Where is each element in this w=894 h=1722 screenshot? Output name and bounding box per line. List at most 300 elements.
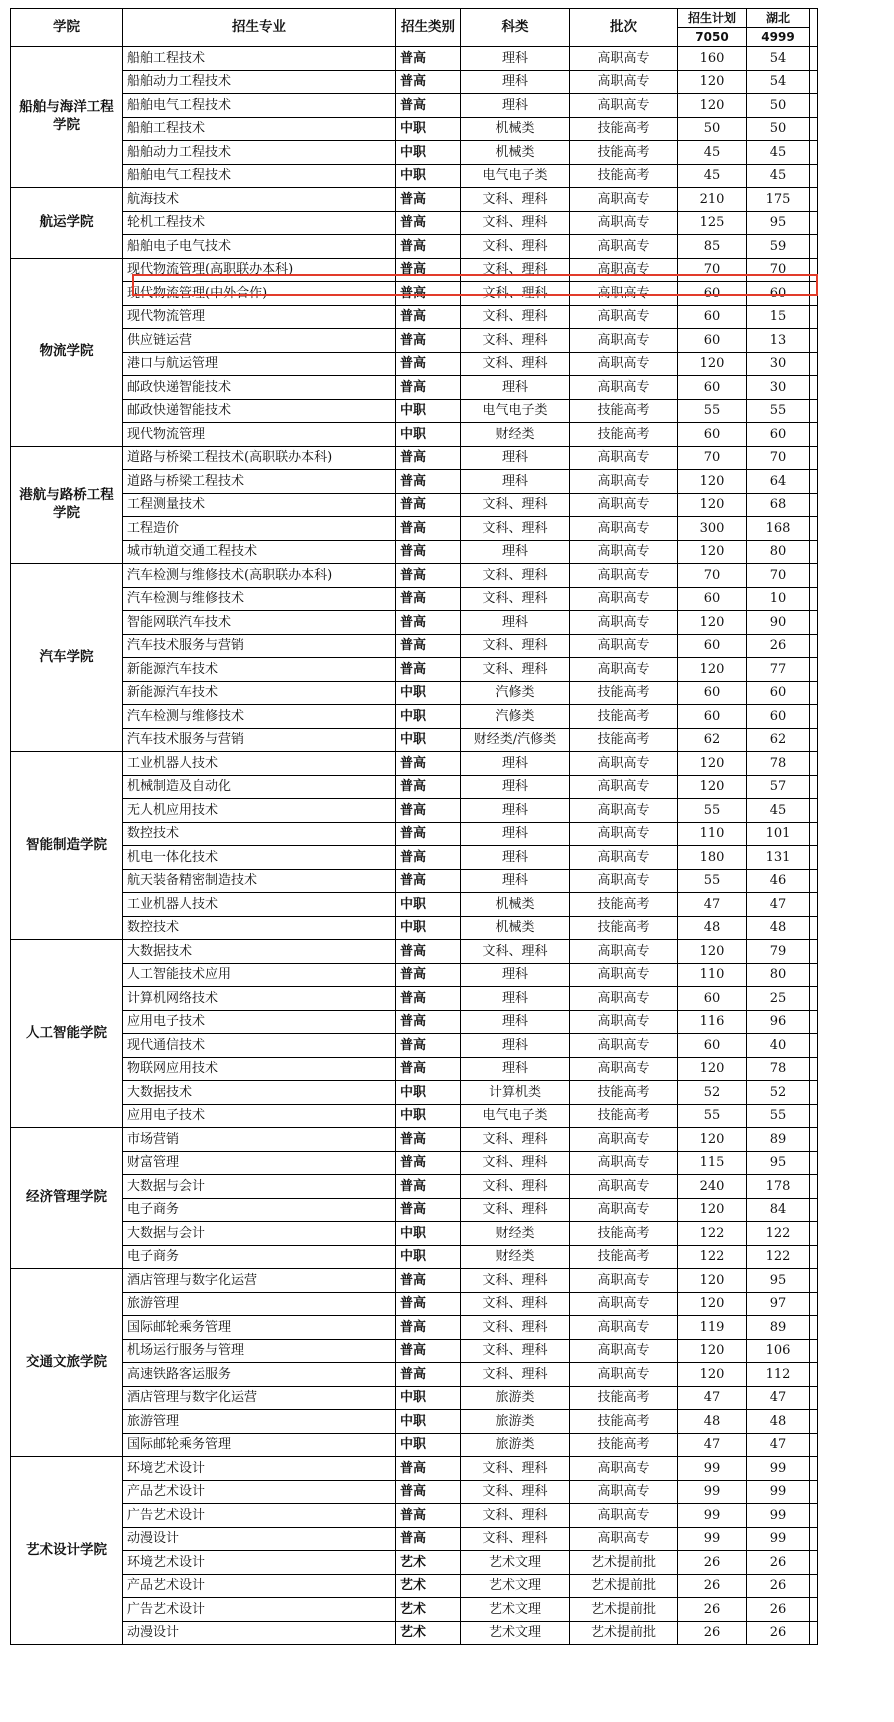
batch-cell: 高职高专 <box>570 305 678 329</box>
header-row-1 <box>11 9 818 28</box>
batch-cell: 技能高考 <box>570 705 678 729</box>
table-row <box>11 1151 818 1175</box>
row-edge-cell <box>810 164 818 188</box>
row-edge-cell <box>810 399 818 423</box>
batch-cell: 高职高专 <box>570 258 678 282</box>
category-cell: 普高 <box>396 822 461 846</box>
table-row <box>11 1410 818 1434</box>
table-row <box>11 188 818 212</box>
table-row <box>11 164 818 188</box>
major-cell: 汽车检测与维修技术 <box>123 705 396 729</box>
subject-cell: 理科 <box>461 1034 570 1058</box>
table-row <box>11 611 818 635</box>
category-cell: 普高 <box>396 376 461 400</box>
major-cell: 无人机应用技术 <box>123 799 396 823</box>
hubei-count-cell: 168 <box>747 517 810 541</box>
plan-count-cell: 55 <box>678 799 747 823</box>
major-cell: 港口与航运管理 <box>123 352 396 376</box>
enrollment-plan-page <box>10 8 890 1641</box>
header-edge <box>810 9 818 47</box>
hubei-count-cell: 99 <box>747 1480 810 1504</box>
major-cell: 汽车检测与维修技术 <box>123 587 396 611</box>
subject-cell: 旅游类 <box>461 1433 570 1457</box>
major-cell: 市场营销 <box>123 1128 396 1152</box>
plan-count-cell: 122 <box>678 1245 747 1269</box>
plan-count-cell: 120 <box>678 1292 747 1316</box>
subject-cell: 电气电子类 <box>461 399 570 423</box>
category-cell: 普高 <box>396 987 461 1011</box>
row-edge-cell <box>810 940 818 964</box>
batch-cell: 高职高专 <box>570 799 678 823</box>
category-cell: 普高 <box>396 1034 461 1058</box>
category-cell: 普高 <box>396 1480 461 1504</box>
table-row <box>11 846 818 870</box>
major-cell: 新能源汽车技术 <box>123 658 396 682</box>
hubei-count-cell: 99 <box>747 1504 810 1528</box>
plan-count-cell: 180 <box>678 846 747 870</box>
batch-cell: 高职高专 <box>570 329 678 353</box>
table-row <box>11 658 818 682</box>
table-row <box>11 1621 818 1645</box>
hubei-count-cell: 68 <box>747 493 810 517</box>
category-cell: 普高 <box>396 1339 461 1363</box>
plan-count-cell: 70 <box>678 564 747 588</box>
table-row <box>11 1504 818 1528</box>
row-edge-cell <box>810 1034 818 1058</box>
major-cell: 大数据与会计 <box>123 1222 396 1246</box>
category-cell: 普高 <box>396 235 461 259</box>
subject-cell: 文科、理科 <box>461 1527 570 1551</box>
table-row <box>11 117 818 141</box>
row-edge-cell <box>810 564 818 588</box>
college-name: 航运学院 <box>11 188 123 259</box>
table-row <box>11 1104 818 1128</box>
hubei-count-cell: 60 <box>747 282 810 306</box>
table-row <box>11 1081 818 1105</box>
category-cell: 艺术 <box>396 1551 461 1575</box>
row-edge-cell <box>810 446 818 470</box>
batch-cell: 高职高专 <box>570 564 678 588</box>
subject-cell: 旅游类 <box>461 1386 570 1410</box>
batch-cell: 技能高考 <box>570 1433 678 1457</box>
batch-cell: 高职高专 <box>570 587 678 611</box>
hubei-count-cell: 70 <box>747 446 810 470</box>
table-row <box>11 470 818 494</box>
batch-cell: 技能高考 <box>570 399 678 423</box>
batch-cell: 技能高考 <box>570 1104 678 1128</box>
header-plan-total: 7050 <box>678 28 747 47</box>
table-body <box>11 47 818 1645</box>
row-edge-cell <box>810 470 818 494</box>
subject-cell: 电气电子类 <box>461 164 570 188</box>
plan-count-cell: 120 <box>678 658 747 682</box>
row-edge-cell <box>810 1057 818 1081</box>
plan-count-cell: 120 <box>678 540 747 564</box>
subject-cell: 文科、理科 <box>461 1316 570 1340</box>
batch-cell: 艺术提前批 <box>570 1574 678 1598</box>
major-cell: 电子商务 <box>123 1198 396 1222</box>
table-row <box>11 1480 818 1504</box>
major-cell: 汽车检测与维修技术(高职联办本科) <box>123 564 396 588</box>
row-edge-cell <box>810 775 818 799</box>
plan-count-cell: 300 <box>678 517 747 541</box>
plan-count-cell: 50 <box>678 117 747 141</box>
table-row <box>11 940 818 964</box>
plan-count-cell: 48 <box>678 1410 747 1434</box>
table-row <box>11 1034 818 1058</box>
category-cell: 普高 <box>396 94 461 118</box>
row-edge-cell <box>810 305 818 329</box>
major-cell: 电子商务 <box>123 1245 396 1269</box>
category-cell: 普高 <box>396 658 461 682</box>
row-edge-cell <box>810 1269 818 1293</box>
plan-count-cell: 47 <box>678 893 747 917</box>
subject-cell: 文科、理科 <box>461 1339 570 1363</box>
hubei-count-cell: 10 <box>747 587 810 611</box>
hubei-count-cell: 57 <box>747 775 810 799</box>
major-cell: 国际邮轮乘务管理 <box>123 1433 396 1457</box>
category-cell: 中职 <box>396 117 461 141</box>
subject-cell: 汽修类 <box>461 705 570 729</box>
category-cell: 艺术 <box>396 1621 461 1645</box>
major-cell: 大数据与会计 <box>123 1175 396 1199</box>
table-row <box>11 1128 818 1152</box>
category-cell: 普高 <box>396 70 461 94</box>
major-cell: 船舶动力工程技术 <box>123 70 396 94</box>
batch-cell: 技能高考 <box>570 1410 678 1434</box>
batch-cell: 高职高专 <box>570 1480 678 1504</box>
header-plan: 招生计划 <box>678 9 747 28</box>
table-row <box>11 305 818 329</box>
table-row <box>11 1269 818 1293</box>
batch-cell: 高职高专 <box>570 846 678 870</box>
batch-cell: 高职高专 <box>570 1151 678 1175</box>
major-cell: 动漫设计 <box>123 1527 396 1551</box>
category-cell: 普高 <box>396 611 461 635</box>
plan-count-cell: 26 <box>678 1598 747 1622</box>
table-row <box>11 352 818 376</box>
subject-cell: 艺术文理 <box>461 1551 570 1575</box>
category-cell: 中职 <box>396 399 461 423</box>
hubei-count-cell: 45 <box>747 164 810 188</box>
row-edge-cell <box>810 681 818 705</box>
hubei-count-cell: 50 <box>747 117 810 141</box>
subject-cell: 理科 <box>461 47 570 71</box>
table-row <box>11 1386 818 1410</box>
row-edge-cell <box>810 1410 818 1434</box>
hubei-count-cell: 79 <box>747 940 810 964</box>
row-edge-cell <box>810 1104 818 1128</box>
hubei-count-cell: 89 <box>747 1128 810 1152</box>
college-name: 智能制造学院 <box>11 752 123 940</box>
row-edge-cell <box>810 658 818 682</box>
table-row <box>11 1598 818 1622</box>
plan-count-cell: 85 <box>678 235 747 259</box>
category-cell: 中职 <box>396 1222 461 1246</box>
plan-count-cell: 26 <box>678 1574 747 1598</box>
batch-cell: 高职高专 <box>570 1363 678 1387</box>
major-cell: 供应链运营 <box>123 329 396 353</box>
plan-count-cell: 119 <box>678 1316 747 1340</box>
row-edge-cell <box>810 1316 818 1340</box>
subject-cell: 文科、理科 <box>461 587 570 611</box>
subject-cell: 文科、理科 <box>461 1198 570 1222</box>
table-row <box>11 1316 818 1340</box>
plan-count-cell: 60 <box>678 329 747 353</box>
subject-cell: 文科、理科 <box>461 282 570 306</box>
table-row <box>11 1198 818 1222</box>
plan-count-cell: 120 <box>678 1128 747 1152</box>
row-edge-cell <box>810 258 818 282</box>
batch-cell: 高职高专 <box>570 1057 678 1081</box>
subject-cell: 文科、理科 <box>461 564 570 588</box>
batch-cell: 艺术提前批 <box>570 1621 678 1645</box>
hubei-count-cell: 90 <box>747 611 810 635</box>
major-cell: 酒店管理与数字化运营 <box>123 1269 396 1293</box>
batch-cell: 技能高考 <box>570 916 678 940</box>
hubei-count-cell: 95 <box>747 1269 810 1293</box>
row-edge-cell <box>810 211 818 235</box>
subject-cell: 理科 <box>461 987 570 1011</box>
subject-cell: 理科 <box>461 775 570 799</box>
hubei-count-cell: 40 <box>747 1034 810 1058</box>
subject-cell: 机械类 <box>461 893 570 917</box>
subject-cell: 财经类 <box>461 1222 570 1246</box>
major-cell: 邮政快递智能技术 <box>123 399 396 423</box>
subject-cell: 理科 <box>461 540 570 564</box>
row-edge-cell <box>810 1480 818 1504</box>
category-cell: 中职 <box>396 705 461 729</box>
major-cell: 计算机网络技术 <box>123 987 396 1011</box>
batch-cell: 技能高考 <box>570 1081 678 1105</box>
row-edge-cell <box>810 188 818 212</box>
major-cell: 现代物流管理(高职联办本科) <box>123 258 396 282</box>
subject-cell: 机械类 <box>461 141 570 165</box>
major-cell: 汽车技术服务与营销 <box>123 728 396 752</box>
category-cell: 普高 <box>396 869 461 893</box>
plan-count-cell: 120 <box>678 1269 747 1293</box>
enrollment-plan-table <box>10 8 818 1645</box>
batch-cell: 高职高专 <box>570 658 678 682</box>
row-edge-cell <box>810 70 818 94</box>
plan-count-cell: 120 <box>678 940 747 964</box>
subject-cell: 文科、理科 <box>461 940 570 964</box>
category-cell: 中职 <box>396 916 461 940</box>
row-edge-cell <box>810 94 818 118</box>
category-cell: 普高 <box>396 1504 461 1528</box>
major-cell: 旅游管理 <box>123 1410 396 1434</box>
category-cell: 艺术 <box>396 1574 461 1598</box>
row-edge-cell <box>810 1222 818 1246</box>
category-cell: 普高 <box>396 305 461 329</box>
major-cell: 船舶动力工程技术 <box>123 141 396 165</box>
plan-count-cell: 120 <box>678 611 747 635</box>
table-row <box>11 493 818 517</box>
subject-cell: 文科、理科 <box>461 305 570 329</box>
row-edge-cell <box>810 963 818 987</box>
row-edge-cell <box>810 1198 818 1222</box>
row-edge-cell <box>810 423 818 447</box>
hubei-count-cell: 47 <box>747 893 810 917</box>
major-cell: 船舶电子电气技术 <box>123 235 396 259</box>
subject-cell: 文科、理科 <box>461 1151 570 1175</box>
table-row <box>11 540 818 564</box>
table-row <box>11 1222 818 1246</box>
hubei-count-cell: 96 <box>747 1010 810 1034</box>
subject-cell: 理科 <box>461 470 570 494</box>
subject-cell: 财经类 <box>461 1245 570 1269</box>
batch-cell: 技能高考 <box>570 1386 678 1410</box>
batch-cell: 高职高专 <box>570 282 678 306</box>
subject-cell: 文科、理科 <box>461 1269 570 1293</box>
subject-cell: 文科、理科 <box>461 1175 570 1199</box>
subject-cell: 文科、理科 <box>461 329 570 353</box>
major-cell: 机场运行服务与管理 <box>123 1339 396 1363</box>
hubei-count-cell: 131 <box>747 846 810 870</box>
hubei-count-cell: 13 <box>747 329 810 353</box>
plan-count-cell: 120 <box>678 352 747 376</box>
plan-count-cell: 26 <box>678 1621 747 1645</box>
category-cell: 普高 <box>396 329 461 353</box>
batch-cell: 高职高专 <box>570 188 678 212</box>
batch-cell: 高职高专 <box>570 235 678 259</box>
batch-cell: 高职高专 <box>570 869 678 893</box>
table-row <box>11 916 818 940</box>
subject-cell: 理科 <box>461 963 570 987</box>
plan-count-cell: 160 <box>678 47 747 71</box>
batch-cell: 高职高专 <box>570 211 678 235</box>
table-row <box>11 893 818 917</box>
major-cell: 机械制造及自动化 <box>123 775 396 799</box>
hubei-count-cell: 122 <box>747 1245 810 1269</box>
category-cell: 普高 <box>396 634 461 658</box>
subject-cell: 文科、理科 <box>461 658 570 682</box>
table-row <box>11 141 818 165</box>
row-edge-cell <box>810 493 818 517</box>
category-cell: 普高 <box>396 540 461 564</box>
batch-cell: 高职高专 <box>570 70 678 94</box>
plan-count-cell: 26 <box>678 1551 747 1575</box>
plan-count-cell: 120 <box>678 493 747 517</box>
plan-count-cell: 116 <box>678 1010 747 1034</box>
major-cell: 机电一体化技术 <box>123 846 396 870</box>
row-edge-cell <box>810 141 818 165</box>
row-edge-cell <box>810 352 818 376</box>
row-edge-cell <box>810 235 818 259</box>
row-edge-cell <box>810 282 818 306</box>
hubei-count-cell: 45 <box>747 141 810 165</box>
batch-cell: 技能高考 <box>570 728 678 752</box>
major-cell: 高速铁路客运服务 <box>123 1363 396 1387</box>
header-category: 招生类别 <box>396 9 461 47</box>
plan-count-cell: 110 <box>678 963 747 987</box>
plan-count-cell: 120 <box>678 775 747 799</box>
hubei-count-cell: 47 <box>747 1386 810 1410</box>
plan-count-cell: 70 <box>678 258 747 282</box>
batch-cell: 高职高专 <box>570 775 678 799</box>
hubei-count-cell: 26 <box>747 634 810 658</box>
table-row <box>11 799 818 823</box>
major-cell: 汽车技术服务与营销 <box>123 634 396 658</box>
batch-cell: 高职高专 <box>570 352 678 376</box>
table-row <box>11 681 818 705</box>
plan-count-cell: 122 <box>678 1222 747 1246</box>
table-row <box>11 1551 818 1575</box>
row-edge-cell <box>810 47 818 71</box>
hubei-count-cell: 26 <box>747 1551 810 1575</box>
batch-cell: 艺术提前批 <box>570 1551 678 1575</box>
hubei-count-cell: 106 <box>747 1339 810 1363</box>
category-cell: 普高 <box>396 1151 461 1175</box>
batch-cell: 高职高专 <box>570 822 678 846</box>
plan-count-cell: 60 <box>678 376 747 400</box>
subject-cell: 文科、理科 <box>461 517 570 541</box>
category-cell: 普高 <box>396 1269 461 1293</box>
category-cell: 普高 <box>396 846 461 870</box>
major-cell: 船舶工程技术 <box>123 117 396 141</box>
header-subject: 科类 <box>461 9 570 47</box>
category-cell: 普高 <box>396 493 461 517</box>
college-name: 人工智能学院 <box>11 940 123 1128</box>
subject-cell: 文科、理科 <box>461 493 570 517</box>
major-cell: 应用电子技术 <box>123 1104 396 1128</box>
major-cell: 数控技术 <box>123 916 396 940</box>
batch-cell: 高职高专 <box>570 1527 678 1551</box>
plan-count-cell: 60 <box>678 705 747 729</box>
row-edge-cell <box>810 1457 818 1481</box>
category-cell: 普高 <box>396 1128 461 1152</box>
college-name: 物流学院 <box>11 258 123 446</box>
plan-count-cell: 52 <box>678 1081 747 1105</box>
category-cell: 艺术 <box>396 1598 461 1622</box>
table-row <box>11 329 818 353</box>
plan-count-cell: 60 <box>678 634 747 658</box>
college-name: 汽车学院 <box>11 564 123 752</box>
row-edge-cell <box>810 893 818 917</box>
plan-count-cell: 110 <box>678 822 747 846</box>
subject-cell: 理科 <box>461 1057 570 1081</box>
batch-cell: 高职高专 <box>570 376 678 400</box>
subject-cell: 理科 <box>461 846 570 870</box>
table-row <box>11 399 818 423</box>
subject-cell: 机械类 <box>461 916 570 940</box>
college-name: 经济管理学院 <box>11 1128 123 1269</box>
plan-count-cell: 55 <box>678 869 747 893</box>
college-name: 艺术设计学院 <box>11 1457 123 1645</box>
major-cell: 工业机器人技术 <box>123 893 396 917</box>
subject-cell: 文科、理科 <box>461 258 570 282</box>
hubei-count-cell: 70 <box>747 564 810 588</box>
college-name: 港航与路桥工程学院 <box>11 446 123 564</box>
category-cell: 普高 <box>396 963 461 987</box>
subject-cell: 机械类 <box>461 117 570 141</box>
subject-cell: 艺术文理 <box>461 1621 570 1645</box>
batch-cell: 高职高专 <box>570 1316 678 1340</box>
category-cell: 普高 <box>396 211 461 235</box>
category-cell: 普高 <box>396 517 461 541</box>
hubei-count-cell: 45 <box>747 799 810 823</box>
plan-count-cell: 120 <box>678 94 747 118</box>
batch-cell: 高职高专 <box>570 611 678 635</box>
category-cell: 中职 <box>396 681 461 705</box>
plan-count-cell: 99 <box>678 1527 747 1551</box>
batch-cell: 高职高专 <box>570 1269 678 1293</box>
table-row <box>11 1433 818 1457</box>
row-edge-cell <box>810 1292 818 1316</box>
batch-cell: 高职高专 <box>570 446 678 470</box>
hubei-count-cell: 60 <box>747 705 810 729</box>
plan-count-cell: 70 <box>678 446 747 470</box>
